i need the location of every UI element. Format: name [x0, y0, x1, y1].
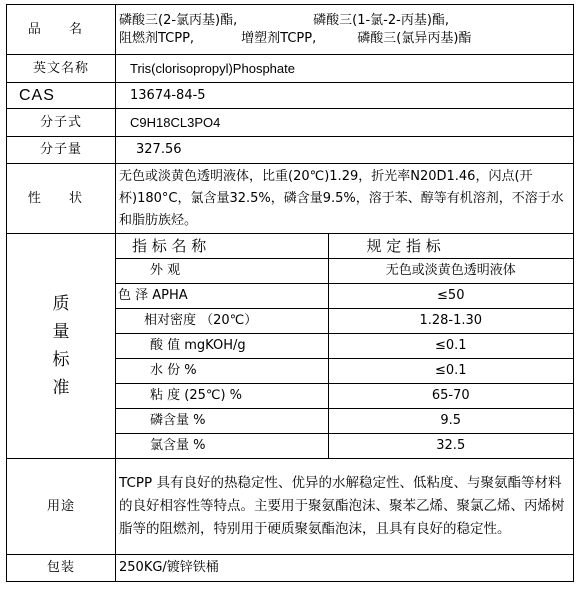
- quality-char-1: 质: [52, 294, 70, 314]
- quality-name-chlorine: 氯含量 %: [116, 434, 328, 459]
- header-item-name: 指 标 名 称: [116, 234, 328, 259]
- row-usage: [7, 459, 574, 555]
- row-formula: [7, 109, 574, 137]
- quality-value-moisture: ≤0.1: [328, 359, 573, 384]
- quality-header-row: [116, 234, 573, 259]
- value-packing: 250KG/镀锌铁桶: [116, 555, 574, 582]
- quality-row-appearance: [116, 259, 573, 284]
- name-alias-2: 磷酸三(1-氯-2-丙基)酯,: [313, 12, 450, 28]
- value-cas: 13674-84-5: [116, 83, 574, 109]
- label-properties: 性 状: [7, 164, 116, 234]
- row-cas: [7, 83, 574, 109]
- spec-table: [6, 4, 574, 582]
- name-alias-5: 磷酸三(氯异丙基)酯: [357, 30, 472, 46]
- quality-name-moisture: 水 份 %: [116, 359, 328, 384]
- name-alias-4: 增塑剂TCPP,: [241, 30, 317, 46]
- quality-value-appearance: 无色或淡黄色透明液体: [328, 259, 573, 284]
- quality-row-acid: [116, 334, 573, 359]
- header-spec: 规 定 指 标: [328, 234, 573, 259]
- row-english-name: [7, 55, 574, 83]
- quality-value-viscosity: 65-70: [328, 384, 573, 409]
- quality-name-density: 相对密度 （20℃）: [116, 309, 328, 334]
- label-cas: CAS: [7, 83, 116, 109]
- label-molecular-weight: 分子量: [7, 137, 116, 164]
- value-product-name: [116, 5, 574, 55]
- quality-value-acid: ≤0.1: [328, 334, 573, 359]
- quality-value-phosphorus: 9.5: [328, 409, 573, 434]
- row-molecular-weight: [7, 137, 574, 164]
- quality-row-phosphorus: [116, 409, 573, 434]
- quality-name-phosphorus: 磷含量 %: [116, 409, 328, 434]
- row-product-name: [7, 5, 574, 55]
- quality-spec-table: [116, 234, 573, 458]
- product-spec-sheet: [6, 4, 573, 582]
- label-packing: 包装: [7, 555, 116, 582]
- label-usage: 用途: [7, 459, 116, 555]
- quality-char-3: 标: [52, 350, 70, 370]
- value-molecular-weight: 327.56: [116, 137, 574, 164]
- quality-char-2: 量: [52, 322, 70, 342]
- label-product-name: 品 名: [7, 5, 116, 55]
- value-english-name: Tris(clorisopropyl)Phosphate: [116, 55, 574, 83]
- quality-name-color: 色 泽 APHA: [116, 284, 328, 309]
- quality-row-viscosity: [116, 384, 573, 409]
- row-quality: [7, 234, 574, 459]
- value-usage: TCPP 具有良好的热稳定性、优异的水解稳定性、低粘度、与聚氨酯等材料的良好相容性等特点。主要用于聚氨酯泡沫、聚苯乙烯、聚氯乙烯、丙烯树脂等的阻燃剂，特别用于硬质聚氨酯泡沫，且具有良好的稳定性。: [116, 459, 574, 555]
- quality-name-appearance: 外 观: [116, 259, 328, 284]
- quality-row-chlorine: [116, 434, 573, 459]
- label-formula: 分子式: [7, 109, 116, 137]
- name-alias-1: 磷酸三(2-氯丙基)酯,: [119, 12, 238, 28]
- quality-spec-cell: [116, 234, 574, 459]
- quality-name-acid: 酸 值 mgKOH/g: [116, 334, 328, 359]
- quality-char-4: 准: [52, 378, 70, 398]
- quality-value-color: ≤50: [328, 284, 573, 309]
- label-quality: [7, 234, 116, 459]
- value-properties: 无色或淡黄色透明液体，比重(20℃)1.29，折光率N20D1.46，闪点(开杯)180°C，氯含量32.5%，磷含量9.5%，溶于苯、醇等有机溶剂，不溶于水和脂肪族烃。: [116, 164, 574, 234]
- quality-name-viscosity: 粘 度 (25℃) %: [116, 384, 328, 409]
- value-formula: C9H18CL3PO4: [116, 109, 574, 137]
- row-properties: [7, 164, 574, 234]
- quality-value-density: 1.28-1.30: [328, 309, 573, 334]
- quality-row-color: [116, 284, 573, 309]
- quality-row-moisture: [116, 359, 573, 384]
- quality-value-chlorine: 32.5: [436, 438, 466, 453]
- row-packing: [7, 555, 574, 582]
- label-english-name: 英文名称: [7, 55, 116, 83]
- quality-row-density: [116, 309, 573, 334]
- name-alias-3: 阻燃剂TCPP,: [119, 30, 195, 46]
